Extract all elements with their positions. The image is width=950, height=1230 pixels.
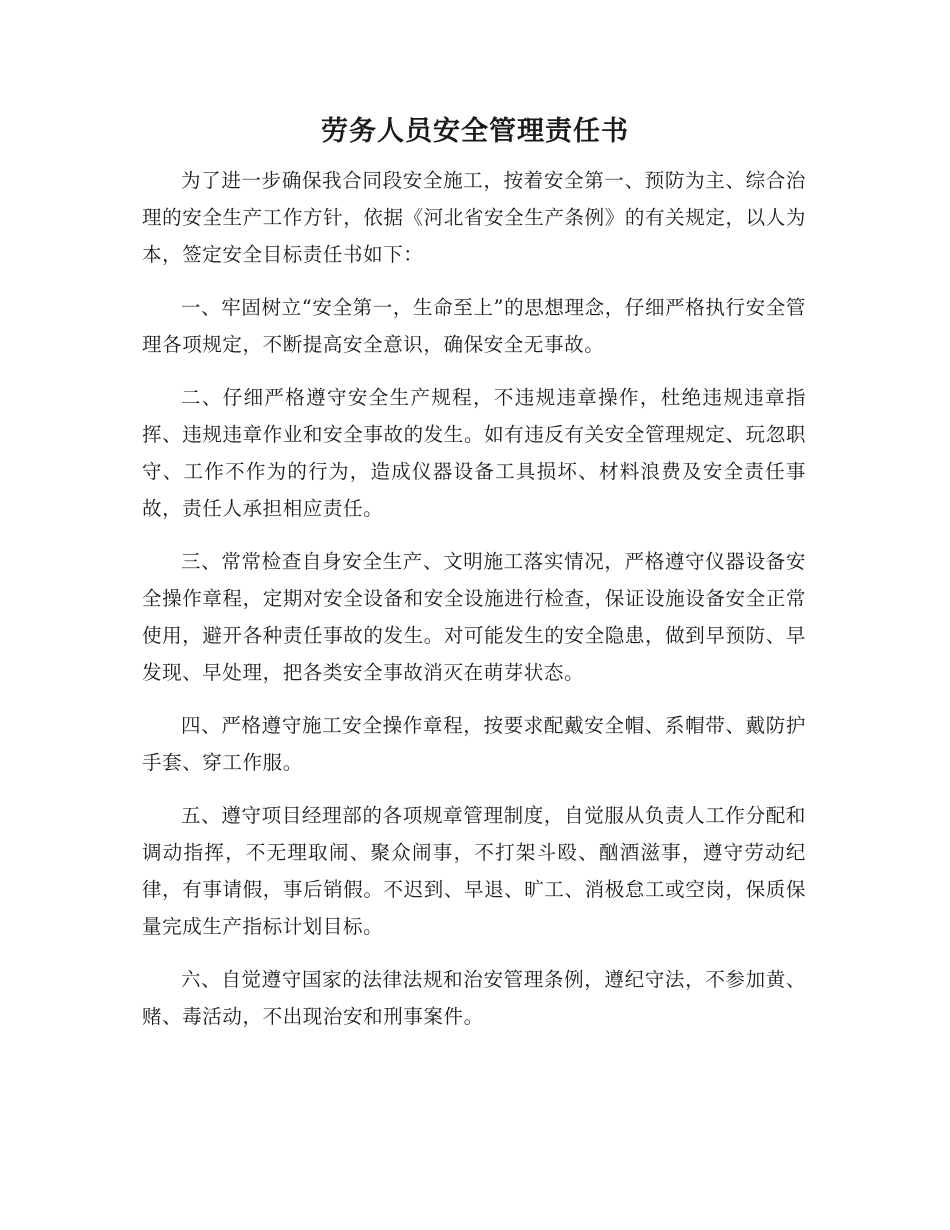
clause-6: 六、自觉遵守国家的法律法规和治安管理条例，遵纪守法，不参加黄、赌、毒活动，不出现治安和刑事案件。 (142, 968, 806, 1028)
intro-paragraph: 为了进一步确保我合同段安全施工，按着安全第一、预防为主、综合治理的安全生产工作方针，依据《河北省安全生产条例》的有关规定，以人为本，签定安全目标责任书如下： (142, 169, 806, 266)
clause-1: 一、牢固树立“安全第一，生命至上”的思想理念，仔细严格执行安全管理各项规定，不断提高安全意识，确保安全无事故。 (142, 296, 806, 356)
clause-4: 四、严格遵守施工安全操作章程，按要求配戴安全帽、系帽带、戴防护手套、穿工作服。 (142, 714, 806, 774)
clause-5: 五、遵守项目经理部的各项规章管理制度，自觉服从负责人工作分配和调动指挥，不无理取闹、聚众闹事，不打架斗殴、酗酒滋事，遵守劳动纪律，有事请假，事后销假。不迟到、早退、旷工、消极怠工或空岗，保质保量完成生产指标计划目标。 (142, 804, 806, 938)
clause-3: 三、常常检查自身安全生产、文明施工落实情况，严格遵守仪器设备安全操作章程，定期对安全设备和安全设施进行检查，保证设施设备安全正常使用，避开各种责任事故的发生。对可能发生的安全隐患，做到早预防、早发现、早处理，把各类安全事故消灭在萌芽状态。 (142, 550, 806, 684)
document-title: 劳务人员安全管理责任书 (321, 116, 629, 147)
document-body (142, 162, 806, 1035)
clause-2: 二、仔细严格遵守安全生产规程，不违规违章操作，杜绝违规违章指挥、违规违章作业和安全事故的发生。如有违反有关安全管理规定、玩忽职守、工作不作为的行为，造成仪器设备工具损坏、材料浪费及安全责任事故，责任人承担相应责任。 (142, 386, 806, 520)
